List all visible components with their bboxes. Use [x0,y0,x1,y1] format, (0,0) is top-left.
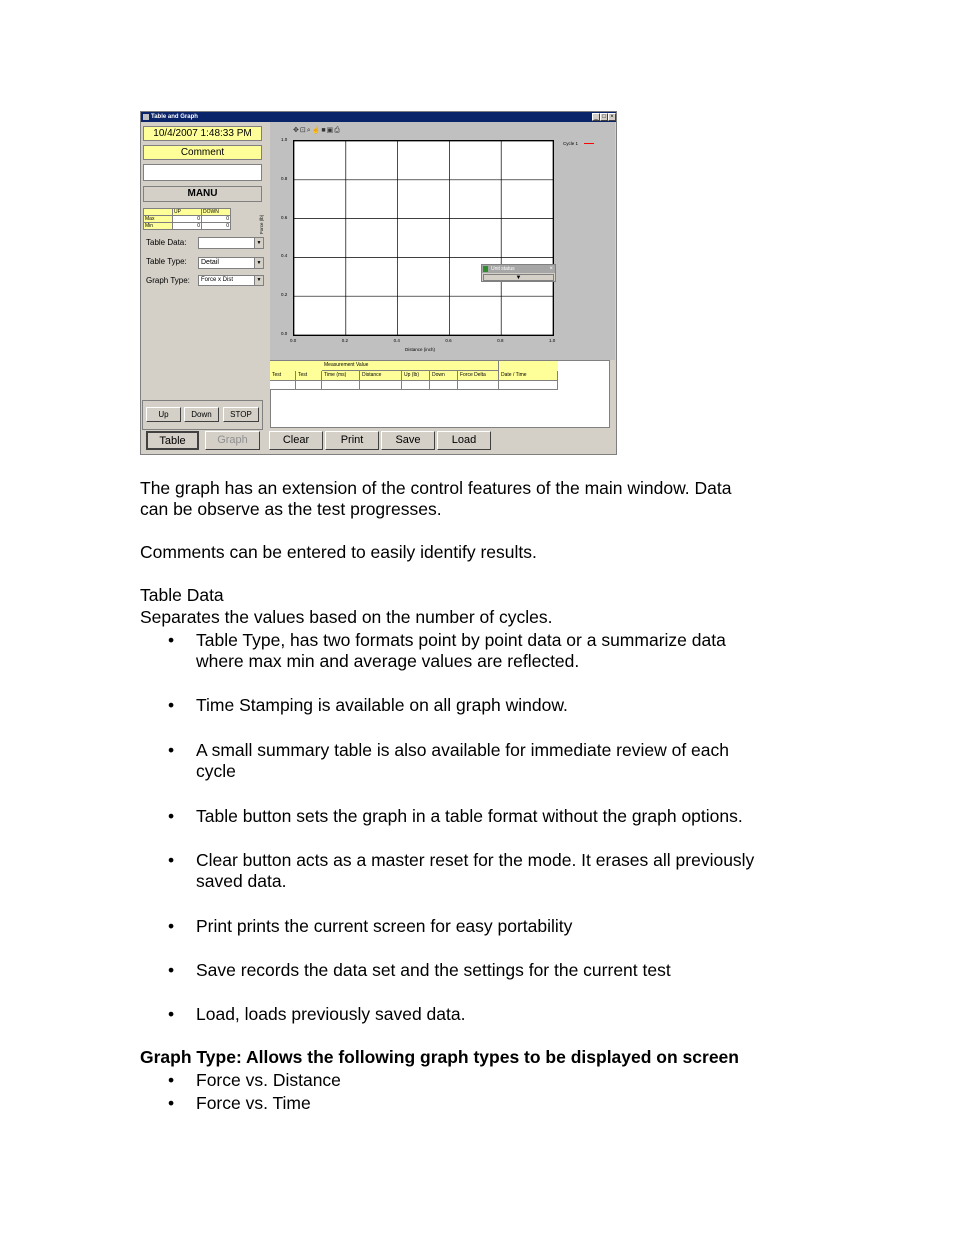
mini-cell: 0 [173,223,202,230]
comments-paragraph: Comments can be entered to easily identify results. [140,542,537,562]
bullet-item-line2: saved data. [196,871,287,891]
x-tick-label: 0.8 [497,338,504,343]
timestamp-display: 10/4/2007 1:48:33 PM [143,126,262,141]
table-button[interactable]: Table [146,431,199,450]
column-header[interactable]: Date / Time [499,371,558,381]
unit-status-title: Unit status [491,266,515,272]
bullet-icon: • [168,916,175,936]
down-button[interactable]: Down [184,407,219,422]
table-data-select[interactable] [198,237,264,249]
table-data-label: Table Data: [146,238,187,247]
column-header[interactable]: Test [296,371,322,381]
load-button[interactable]: Load [437,431,491,450]
window-title: Table and Graph [151,114,198,120]
bullet-item-line1: Table button sets the graph in a table format without the graph options. [196,806,743,826]
legend-entry-swatch [584,143,594,144]
y-tick-label: 0.4 [281,253,288,259]
column-header[interactable]: Down [430,371,458,381]
mini-cell: 0 [173,216,202,223]
table-type-value: Detail [201,259,219,266]
unit-status-window[interactable] [481,264,556,282]
bullet-item-line1: A small summary table is also available for immediate review of each [196,740,729,760]
x-tick-label: 1.0 [549,338,556,343]
bullet-item-line2: where max min and average values are reflected. [196,651,580,671]
table-type-label: Table Type: [146,257,187,266]
mini-row-label: Max [144,216,173,223]
minimize-icon[interactable]: _ [592,113,600,121]
bullet-item-line1: Clear button acts as a master reset for the mode. It erases all previously [196,850,755,870]
x-axis-label: Distance (inch) [405,347,436,352]
bullet-item-line1: Load, loads previously saved data. [196,1004,466,1024]
column-header[interactable]: Test [270,371,296,381]
printer-icon[interactable]: ⎙ [334,127,341,134]
graph-type-heading: Graph Type: Allows the following graph types to be displayed on screen [140,1047,739,1067]
mini-cell: 0 [202,216,231,223]
y-axis-label: Force (lb) [259,214,264,234]
x-tick-label: 0.6 [445,338,452,343]
plot-grid-svg [294,141,553,335]
y-tick-label: 0.8 [281,175,288,181]
mini-header-down: DOWN [202,209,231,216]
close-icon[interactable]: × [549,266,553,272]
bullet-icon: • [168,695,175,715]
hand-icon[interactable]: ☝ [311,127,322,134]
table-data-heading: Table Data [140,585,224,605]
bullet-icon: • [168,630,175,650]
bullet-icon: • [168,1093,175,1113]
save-button[interactable]: Save [381,431,435,450]
print-button[interactable]: Print [325,431,379,450]
y-tick-label: 0.6 [281,214,288,220]
data-table-row[interactable] [270,380,558,390]
chevron-down-icon[interactable]: ▼ [254,238,263,248]
zoom-icon[interactable]: ⌕ [306,127,312,134]
graph-type-item: Force vs. Distance [196,1070,341,1090]
table-type-select[interactable] [198,257,264,269]
column-header[interactable]: Up (lb) [402,371,430,381]
mini-cell: 0 [202,223,231,230]
y-tick-label: 0.2 [281,292,288,298]
status-icon [483,266,488,272]
mini-header-up: UP [173,209,202,216]
intro-paragraph-line1: The graph has an extension of the control features of the main window. Data [140,478,732,498]
bullet-item-line1: Save records the data set and the settings for the current test [196,960,671,980]
close-icon[interactable]: × [608,113,616,121]
y-tick-label: 0.0 [281,331,288,336]
bullet-item-line1: Table Type, has two formats point by point data or a summarize data [196,630,726,650]
chevron-down-icon[interactable]: ▼ [483,274,554,281]
bullet-icon: • [168,1070,175,1090]
measurement-group-header: Measurement Value [322,361,499,371]
maximize-icon[interactable]: □ [600,113,608,121]
app-icon [143,114,149,120]
graph-toolbar[interactable] [293,127,341,135]
bullet-icon: • [168,850,175,870]
table-and-graph-window [140,111,617,455]
bullet-icon: • [168,806,175,826]
intro-paragraph-line2: can be observe as the test progresses. [140,499,442,519]
copy-icon[interactable]: ▣ [326,127,335,134]
title-bar[interactable] [141,112,616,122]
summary-mini-table [143,208,231,230]
plot-area[interactable] [293,140,554,336]
table-data-description: Separates the values based on the number of cycles. [140,607,553,627]
column-header[interactable]: Time (ms) [322,371,360,381]
graph-type-value: Force x Dist [201,277,234,283]
mini-header-blank [144,209,173,216]
pan-icon[interactable]: ✥ [293,127,300,134]
bullet-item-line1: Time Stamping is available on all graph window. [196,695,568,715]
y-tick-label: 1.0 [281,137,288,142]
x-tick-label: 0.4 [393,338,400,343]
graph-type-label: Graph Type: [146,276,190,285]
comment-label: Comment [143,145,262,160]
clear-button[interactable]: Clear [269,431,323,450]
graph-type-select[interactable] [198,275,264,286]
bullet-icon: • [168,740,175,760]
column-header[interactable]: Force Delta [458,371,499,381]
chevron-down-icon[interactable]: ▼ [254,276,263,285]
comment-input[interactable] [143,164,262,181]
stop-button[interactable]: STOP [223,407,259,422]
up-button[interactable]: Up [146,407,181,422]
zoom-box-icon[interactable]: ⊡ [299,127,307,134]
bullet-item-line1: Print prints the current screen for easy portability [196,916,573,936]
graph-button[interactable]: Graph [205,431,260,450]
unit-status-titlebar[interactable] [482,265,555,273]
graph-type-item: Force vs. Time [196,1093,311,1113]
save-icon[interactable]: ■ [321,127,327,134]
bullet-icon: • [168,960,175,980]
mode-display: MANU [143,186,262,202]
legend-entry-name: Cycle 1 [563,141,579,146]
x-tick-label: 0.2 [341,338,349,343]
bullet-item-line2: cycle [196,761,236,781]
mini-row-label: Min [144,223,173,230]
chevron-down-icon[interactable]: ▼ [254,258,263,268]
x-tick-label: 0.0 [290,338,297,343]
bullet-icon: • [168,1004,175,1024]
column-header[interactable]: Distance [360,371,402,381]
